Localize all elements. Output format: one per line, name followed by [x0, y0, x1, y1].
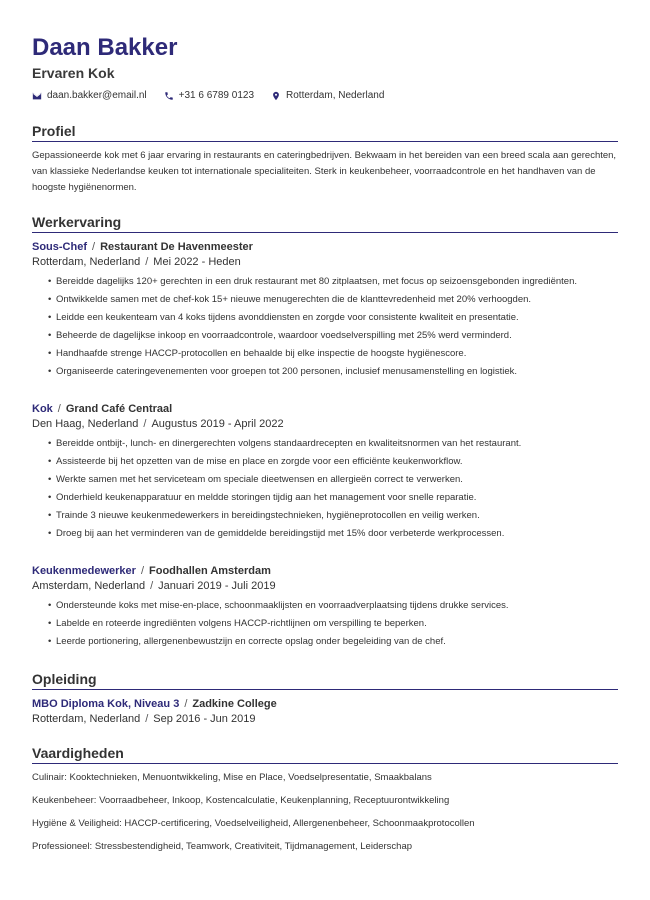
separator: / [184, 698, 188, 710]
job-location: Rotterdam, Nederland [32, 256, 141, 268]
profile-section [32, 123, 618, 196]
bullet-item: • Bereidde dagelijks 120+ gerechten in een druk restaurant met 80 zitplaatsen, met focus op seizoensgebonden ingrediënten. [48, 273, 618, 291]
bullet-item: • Labelde en roteerde ingrediënten volgens HACCP-richtlijnen om verspilling te beperken. [48, 615, 618, 633]
job-title: Kok [32, 403, 53, 415]
bullet-item: • Leerde portionering, allergenenbewustzijn en correcte opslag onder begeleiding van de chef. [48, 633, 618, 651]
contact-phone[interactable] [164, 90, 254, 101]
job-meta [32, 579, 618, 594]
job-header [32, 401, 618, 417]
location-text: Rotterdam, Nederland [286, 90, 385, 101]
email-text: daan.bakker@email.nl [47, 90, 147, 101]
job-bullets [48, 597, 618, 651]
skills-line: Professioneel: Stressbestendigheid, Teamwork, Creativiteit, Tijdmanagement, Leiderschap [32, 841, 413, 852]
job-title: Keukenmedewerker [32, 565, 136, 577]
job-location: Amsterdam, Nederland [32, 580, 146, 592]
education-section [32, 671, 618, 727]
job-company: Grand Café Centraal [65, 403, 173, 415]
bullet-item: • Ondersteunde koks met mise-en-place, schoonmaaklijsten en voorraadverplaatsing tijdens drukke services. [48, 597, 618, 615]
job-company: Foodhallen Amsterdam [149, 565, 271, 577]
phone-text: +31 6 6789 0123 [178, 90, 255, 101]
bullet-item: • Werkte samen met het serviceteam om speciale dieetwensen en allergieën correct te verwerken. [48, 471, 618, 489]
job-meta [32, 417, 618, 432]
bullet-item: • Handhaafde strenge HACCP-protocollen en behaalde bij elke inspectie de hoogste hygiënescore. [48, 345, 618, 363]
experience-section [32, 214, 618, 651]
separator: / [145, 256, 149, 268]
separator: / [140, 565, 145, 577]
job-bullets [48, 435, 618, 543]
education-meta [32, 712, 618, 727]
education-period: Sep 2016 - Jun 2019 [153, 713, 256, 725]
job-entry [32, 401, 618, 543]
candidate-role: Ervaren Kok [32, 65, 115, 81]
education-header [32, 696, 618, 712]
separator: / [57, 403, 61, 415]
envelope-icon [32, 91, 42, 101]
skills-line: Keukenbeheer: Voorraadbeheer, Inkoop, Kostencalculatie, Keukenplanning, Receptuurontwikkeling [32, 795, 450, 806]
candidate-name: Daan Bakker [32, 34, 178, 61]
job-period: Januari 2019 - Juli 2019 [158, 580, 276, 592]
job-meta [32, 255, 618, 270]
contact-location [271, 90, 384, 101]
separator: / [143, 418, 147, 430]
education-school: Zadkine College [192, 698, 277, 710]
phone-icon [164, 91, 174, 101]
profile-text: Gepassioneerde kok met 6 jaar ervaring in restaurants en cateringbedrijven. Bekwaam in het bereiden van een breed scala aan gerechten, van klassieke Nederlandse keuken tot internationale specialiteiten. Sterk in keukenbeheer, voorraadcontrole en het handhaven van de hoogste hygiënenormen. [32, 150, 617, 193]
job-entry [32, 239, 618, 381]
job-header [32, 563, 618, 579]
bullet-item: • Droeg bij aan het verminderen van de gemiddelde bereidingstijd met 15% door verbeterde werkprocessen. [48, 525, 618, 543]
job-entry [32, 563, 618, 651]
job-period: Augustus 2019 - April 2022 [151, 418, 284, 430]
separator: / [92, 241, 96, 253]
separator: / [150, 580, 154, 592]
bullet-item: • Onderhield keukenapparatuur en meldde storingen tijdig aan het management voor snelle reparatie. [48, 489, 618, 507]
bullet-item: • Assisteerde bij het opzetten van de mise en place en zorgde voor een efficiënte keukenworkflow. [48, 453, 618, 471]
skills-line: Hygiëne & Veiligheid: HACCP-certificering, Voedselveiligheid, Allergenenbeheer, Schoonmaakprotocollen [32, 818, 475, 829]
job-location: Den Haag, Nederland [32, 418, 139, 430]
job-bullets [48, 273, 618, 381]
skills-line: Culinair: Kooktechnieken, Menuontwikkeling, Mise en Place, Voedselpresentatie, Smaakbalans [32, 772, 432, 783]
contact-bar [32, 90, 618, 101]
job-header [32, 239, 618, 255]
separator: / [145, 713, 149, 725]
job-title: Sous-Chef [32, 241, 87, 253]
job-company: Restaurant De Havenmeester [100, 241, 253, 253]
bullet-item: • Organiseerde cateringevenementen voor groepen tot 200 personen, inclusief menusamenstelling en logistiek. [48, 363, 618, 381]
bullet-item: • Trainde 3 nieuwe keukenmedewerkers in bereidingstechnieken, hygiëneprotocollen en veilig werken. [48, 507, 618, 525]
bullet-item: • Leidde een keukenteam van 4 koks tijdens avonddiensten en zorgde voor consistente kwaliteit en presentatie. [48, 309, 618, 327]
section-title-education: Opleiding [32, 671, 618, 690]
bullet-item: • Ontwikkelde samen met de chef-kok 15+ nieuwe menugerechten die de klanttevredenheid met 20% verhoogden. [48, 291, 618, 309]
location-pin-icon [271, 91, 281, 101]
section-title-skills: Vaardigheden [32, 745, 618, 764]
skills-section [32, 745, 618, 855]
education-location: Rotterdam, Nederland [32, 713, 141, 725]
bullet-item: • Beheerde de dagelijkse inkoop en voorraadcontrole, waardoor voedselverspilling met 25% werd verminderd. [48, 327, 618, 345]
bullet-item: • Bereidde ontbijt-, lunch- en dinergerechten volgens standaardrecepten en kwaliteitsnormen van het restaurant. [48, 435, 618, 453]
contact-email[interactable] [32, 90, 147, 101]
education-degree: MBO Diploma Kok, Niveau 3 [32, 698, 180, 710]
job-period: Mei 2022 - Heden [153, 256, 241, 268]
section-title-experience: Werkervaring [32, 214, 618, 233]
section-title-profile: Profiel [32, 123, 618, 142]
